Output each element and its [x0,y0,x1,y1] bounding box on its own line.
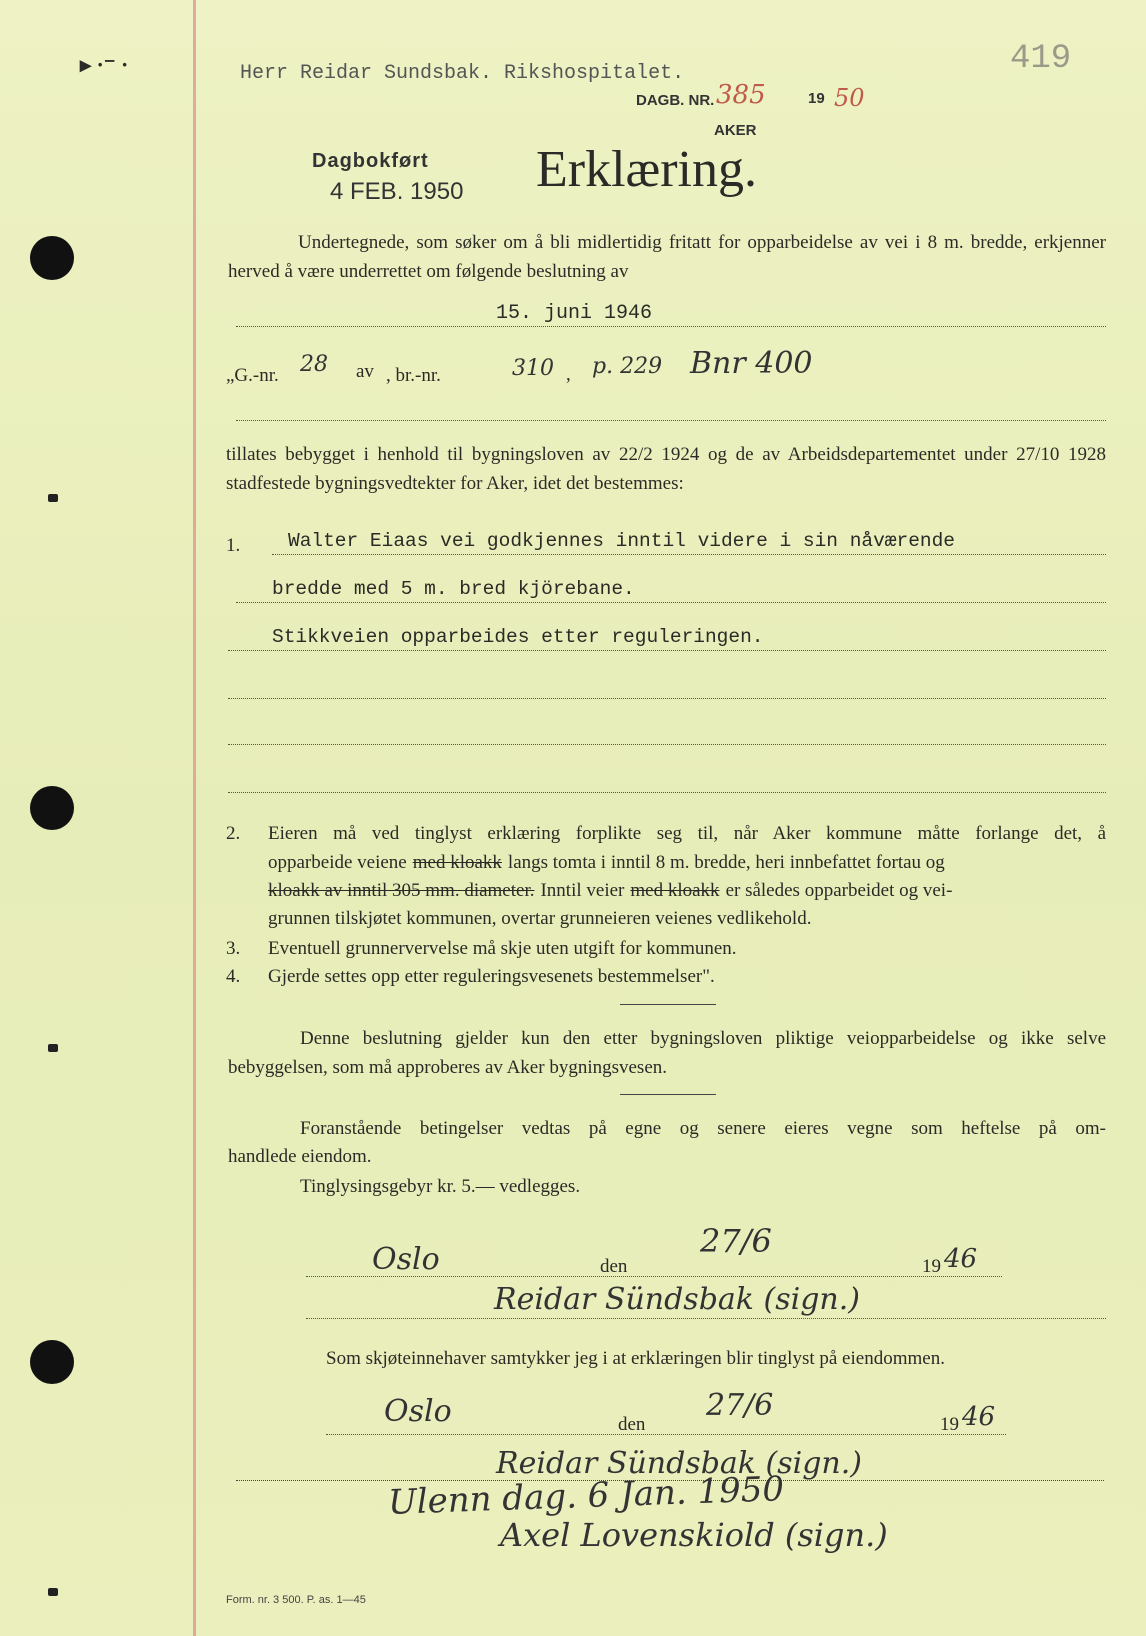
dotted-line [228,698,1106,699]
received-stamp-label: Dagbokført [312,150,429,172]
item4-text: Gjerde settes opp etter reguleringsvesenets bestemmelser". [268,966,715,987]
item3-text: Eventuell grunnervervelse må skje uten utgift for kommunen. [268,938,737,959]
punch-hole [30,1340,74,1384]
extra-bnr: Bnr 400 [690,346,813,381]
av-label: av [356,361,374,382]
sign2-year-prefix: 19 [940,1414,959,1435]
item2-number: 2. [226,823,241,844]
struck-text: med kloakk [630,880,720,901]
item1-line: Stikkveien opparbeides etter reguleringen. [272,626,764,648]
corner-mark: ▸ ·⁻ · [80,52,129,77]
item2-text: er således opparbeidet og vei- [725,880,953,901]
dotted-line [326,1434,1006,1435]
note-paragraph: Denne beslutning gjelder kun den etter bygningsloven pliktige veiopparbeidelse og ikke selve bebyggelsen, som må approberes av Aker bygningsvesen. [228,1028,1106,1078]
document-title: Erklæring. [536,141,757,198]
bnr-value: 310 [512,356,554,381]
p-separator: , [566,364,571,385]
item2-line3 [268,880,1106,902]
sign1-signature: Reidar Sündsbak (sign.) [494,1282,860,1317]
binder-mark [48,1588,58,1596]
sign1-place: Oslo [372,1242,440,1277]
bnr-label: , br.-nr. [386,365,441,386]
fee-text: Tinglysingsgebyr kr. 5.— vedlegges. [300,1176,581,1197]
consent-text: Som skjøteinnehaver samtykker jeg i at erklæringen blir tinglyst på eiendommen. [326,1348,945,1369]
struck-text: med kloakk [412,852,502,873]
item4-number: 4. [226,966,241,987]
sign2-date: 27/6 [706,1388,774,1423]
sign2-year: 46 [962,1402,996,1432]
dotted-line [236,420,1106,421]
permission-paragraph: tillates bebygget i henhold til bygningsloven av 22/2 1924 og de av Arbeidsdepartementet under 27/10 1928 stadfestede bygningsvedtekter for Aker, idet det bestemmes: [226,444,1106,494]
dotted-line [306,1318,1106,1319]
recipient-line: Herr Reidar Sundsbak. Rikshospitalet. [240,62,685,85]
item2-text: Inntil veier [540,880,625,901]
dotted-line [228,650,1106,651]
dagb-year: 50 [834,84,865,112]
intro-paragraph: Undertegnede, som søker om å bli midlertidig fritatt for opparbeidelse av vei i 8 m. bredde, erkjenner herved å være underrettet om følgende beslutning av [228,232,1106,282]
gnr-value: 28 [300,352,328,377]
dagb-number: 385 [716,80,766,110]
conditions-line1: Foranstående betingelser vedtas på egne og senere eieres vegne som heftelse på om- [300,1118,1106,1139]
item2-text: opparbeide veiene [268,852,407,873]
margin-line [193,0,196,1636]
sign1-den: den [600,1256,628,1277]
dotted-line [228,744,1106,745]
sign2-place: Oslo [384,1394,452,1429]
dotted-line [272,554,1106,555]
punch-hole [30,786,74,830]
item1-number: 1. [226,535,241,556]
punch-hole [30,236,74,280]
dotted-line [306,1276,1002,1277]
binder-mark [48,1044,58,1052]
p-value: p. 229 [592,354,663,379]
form-number: Form. nr. 3 500. P. as. 1—45 [226,1594,366,1606]
aker-label: AKER [714,122,757,139]
dotted-line [236,326,1106,327]
dotted-line [236,602,1106,603]
struck-text: kloakk av inntil 305 mm. diameter. [268,880,535,901]
sign1-date: 27/6 [700,1222,772,1260]
sign1-year-prefix: 19 [922,1256,941,1277]
binder-mark [48,494,58,502]
item2-line1: Eieren må ved tinglyst erklæring forplikte seg til, når Aker kommune måtte forlange det, å [268,823,1106,844]
item1-line: Walter Eiaas vei godkjennes inntil videre i sin nåværende [288,530,956,552]
item1-line: bredde med 5 m. bred kjörebane. [272,578,635,600]
sign2-den: den [618,1414,646,1435]
sign1-year: 46 [944,1244,978,1274]
item2-line4: grunnen tilskjøtet kommunen, overtar grunneieren veienes vedlikehold. [268,908,812,929]
item2-line2 [268,852,1106,874]
separator [620,1094,716,1095]
annotation-line2: Axel Lovenskiold (sign.) [500,1516,888,1554]
dagb-year-prefix: 19 [808,90,825,107]
dagb-label: DAGB. NR. [636,92,715,109]
conditions-line2: handlede eiendom. [228,1146,372,1167]
gnr-label: „G.-nr. [226,365,279,386]
annotation-line1: Ulenn dag. 6 Jan. 1950 [387,1469,785,1523]
received-stamp-date: 4 FEB. 1950 [330,178,464,205]
dotted-line [228,792,1106,793]
item3-number: 3. [226,938,241,959]
separator [620,1004,716,1005]
decision-date: 15. juni 1946 [496,302,653,325]
page-number: 419 [1010,40,1072,78]
sign2-signature: Reidar Sündsbak (sign.) [496,1446,862,1481]
item2-text: langs tomta i inntil 8 m. bredde, heri innbefattet fortau og [507,852,945,873]
